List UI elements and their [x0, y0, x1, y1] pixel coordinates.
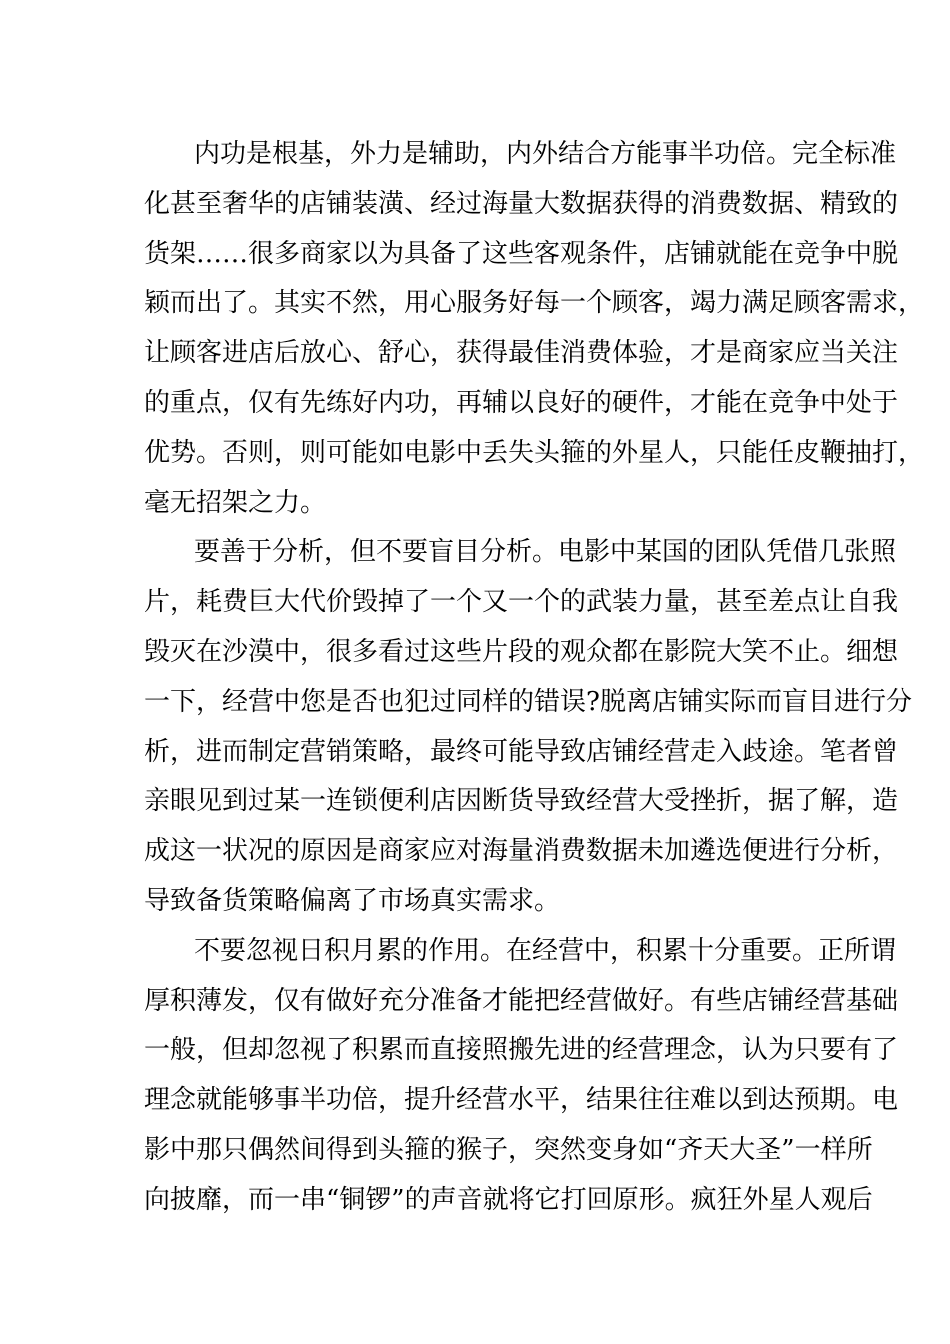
text-line: 毫无招架之力。 [144, 487, 327, 518]
text-line: 成这一状况的原因是商家应对海量消费数据未加遴选便进行分析， [144, 836, 899, 867]
paragraph-accumulation [144, 927, 899, 1226]
body-text [144, 130, 925, 1226]
text-line: 影中那只偶然间得到头箍的猴子，突然变身如“齐天大圣”一样所 [144, 1134, 873, 1165]
text-line: 导致备货策略偏离了市场真实需求。 [144, 885, 561, 916]
text-line: 不要忽视日积月累的作用。在经营中，积累十分重要。正所谓 [194, 935, 897, 966]
text-line: 让顾客进店后放心、舒心，获得最佳消费体验，才是商家应当关注 [144, 338, 899, 369]
text-line: 颖而出了。其实不然，用心服务好每一个顾客，竭力满足顾客需求， [144, 288, 925, 319]
text-line: 优势。否则，则可能如电影中丢失头箍的外星人，只能任皮鞭抽打， [144, 437, 925, 468]
text-line: 一般，但却忽视了积累而直接照搬先进的经营理念，认为只要有了 [144, 1035, 899, 1066]
text-line: 货架……很多商家以为具备了这些客观条件，店铺就能在竞争中脱 [144, 238, 899, 269]
paragraph-analysis [144, 528, 912, 926]
text-line: 的重点，仅有先练好内功，再辅以良好的硬件，才能在竞争中处于 [144, 387, 899, 418]
text-line: 片，耗费巨大代价毁掉了一个又一个的武装力量，甚至差点让自我 [144, 587, 899, 618]
text-line: 厚积薄发，仅有做好充分准备才能把经营做好。有些店铺经营基础 [144, 985, 899, 1016]
text-line: 理念就能够事半功倍，提升经营水平，结果往往难以到达预期。电 [144, 1085, 899, 1116]
text-line: 要善于分析，但不要盲目分析。电影中某国的团队凭借几张照 [194, 537, 897, 568]
text-line: 向披靡，而一串“铜锣”的声音就将它打回原形。疯狂外星人观后 [144, 1184, 873, 1215]
text-line: 内功是根基，外力是辅助，内外结合方能事半功倍。完全标准 [194, 139, 897, 169]
text-line: 一下，经营中您是否也犯过同样的错误?脱离店铺实际而盲目进行分 [144, 686, 912, 717]
paragraph-inner-strength [144, 130, 925, 528]
text-line: 析，进而制定营销策略，最终可能导致店铺经营走入歧途。笔者曾 [144, 736, 899, 767]
text-line: 化甚至奢华的店铺装潢、经过海量大数据获得的消费数据、精致的 [144, 188, 899, 219]
text-line: 亲眼见到过某一连锁便利店因断货导致经营大受挫折，据了解，造 [144, 786, 899, 817]
text-line: 毁灭在沙漠中，很多看过这些片段的观众都在影院大笑不止。细想 [144, 636, 899, 667]
